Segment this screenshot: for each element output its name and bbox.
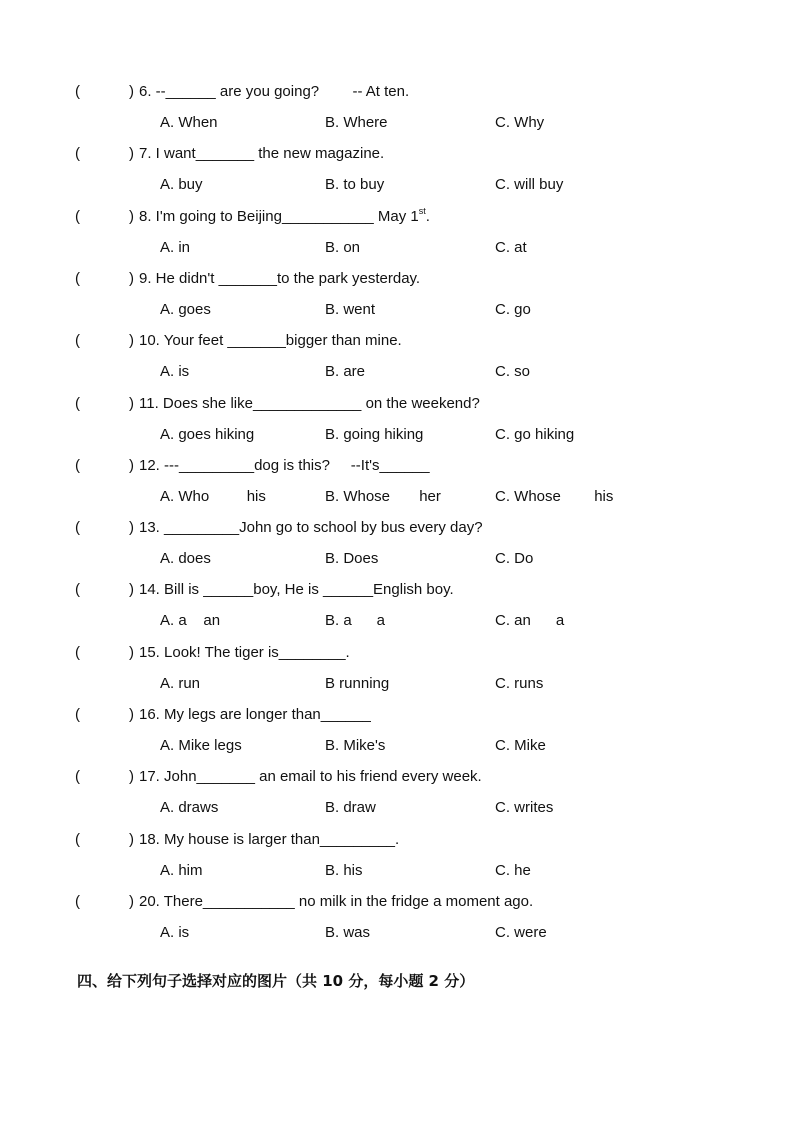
question-stem: 6. --______ are you going? -- At ten. <box>139 83 410 100</box>
question-tail: . <box>425 208 430 225</box>
option-b: B. Does <box>325 550 379 567</box>
answer-paren-open: ( <box>75 644 80 661</box>
question-text <box>139 579 454 601</box>
option-c: C. go hiking <box>495 426 575 443</box>
question-stem: 10. Your feet _______bigger than mine. <box>139 332 402 349</box>
question-stem: 12. ---_________dog is this? --It's______ <box>139 457 430 474</box>
option-a: A. goes hiking <box>160 426 255 443</box>
option-c: C. so <box>495 363 531 380</box>
question-text <box>139 829 399 851</box>
question-text <box>139 704 371 726</box>
option-a: A. a an <box>160 612 221 629</box>
option-a: A. him <box>160 862 203 879</box>
answer-paren-open: ( <box>75 332 80 349</box>
question-text <box>139 642 350 664</box>
question-text <box>139 766 482 788</box>
question-stem: 15. Look! The tiger is________. <box>139 644 350 661</box>
question-stem: 14. Bill is ______boy, He is ______English boy. <box>139 581 454 598</box>
option-c: C. will buy <box>495 176 564 193</box>
option-c: C. runs <box>495 675 544 692</box>
answer-paren-close: ) <box>129 457 134 474</box>
question-stem: 18. My house is larger than_________. <box>139 831 400 848</box>
question-stem: 7. I want_______ the new magazine. <box>139 145 385 162</box>
answer-paren-open: ( <box>75 831 80 848</box>
option-c: C. go <box>495 301 531 318</box>
option-b: B. a a <box>325 612 386 629</box>
answer-paren-open: ( <box>75 768 80 785</box>
answer-paren-open: ( <box>75 893 80 910</box>
answer-paren-close: ) <box>129 893 134 910</box>
question-text <box>139 206 430 228</box>
option-c: C. Whose his <box>495 488 614 505</box>
option-b: B running <box>325 675 390 692</box>
option-a: A. goes <box>160 301 211 318</box>
question-superscript: st <box>418 206 426 216</box>
option-a: A. Who his <box>160 488 266 505</box>
answer-paren-open: ( <box>75 270 80 287</box>
option-a: A. does <box>160 550 211 567</box>
question-text <box>139 330 402 352</box>
option-a: A. Mike legs <box>160 737 242 754</box>
answer-paren-open: ( <box>75 208 80 225</box>
option-b: B. went <box>325 301 376 318</box>
answer-paren-close: ) <box>129 644 134 661</box>
option-c: C. Do <box>495 550 534 567</box>
answer-paren-open: ( <box>75 145 80 162</box>
option-b: B. was <box>325 924 371 941</box>
question-text <box>139 891 533 913</box>
option-a: A. in <box>160 239 191 256</box>
answer-paren-close: ) <box>129 145 134 162</box>
answer-paren-close: ) <box>129 83 134 100</box>
option-b: B. Whose her <box>325 488 441 505</box>
option-c: C. were <box>495 924 547 941</box>
question-text <box>139 517 483 539</box>
question-text <box>139 268 420 290</box>
answer-paren-close: ) <box>129 395 134 412</box>
option-a: A. buy <box>160 176 203 193</box>
answer-paren-close: ) <box>129 332 134 349</box>
answer-paren-open: ( <box>75 457 80 474</box>
question-text <box>139 393 480 415</box>
answer-paren-close: ) <box>129 208 134 225</box>
question-stem: 11. Does she like_____________ on the weekend? <box>139 395 480 412</box>
answer-paren-close: ) <box>129 581 134 598</box>
option-c: C. Mike <box>495 737 546 754</box>
question-stem: 17. John_______ an email to his friend every week. <box>139 768 482 785</box>
option-a: A. is <box>160 363 190 380</box>
option-b: B. on <box>325 239 361 256</box>
question-stem: 13. _________John go to school by bus every day? <box>139 519 483 536</box>
option-b: B. going hiking <box>325 426 424 443</box>
question-text <box>139 455 430 477</box>
section-title: 四、给下列句子选择对应的图片（共 10 分，每小题 2 分） <box>77 972 475 990</box>
answer-paren-close: ) <box>129 519 134 536</box>
option-c: C. Why <box>495 114 545 131</box>
question-text <box>139 81 409 103</box>
answer-paren-open: ( <box>75 83 80 100</box>
option-a: A. is <box>160 924 190 941</box>
option-b: B. Where <box>325 114 388 131</box>
question-stem: 16. My legs are longer than______ <box>139 706 371 723</box>
option-c: C. at <box>495 239 527 256</box>
answer-paren-close: ) <box>129 706 134 723</box>
option-b: B. Mike's <box>325 737 386 754</box>
option-c: C. an a <box>495 612 565 629</box>
option-b: B. to buy <box>325 176 385 193</box>
question-stem: 8. I'm going to Beijing___________ May 1 <box>139 208 419 225</box>
option-c: C. he <box>495 862 531 879</box>
answer-paren-open: ( <box>75 706 80 723</box>
option-b: B. his <box>325 862 363 879</box>
answer-paren-open: ( <box>75 395 80 412</box>
option-a: A. When <box>160 114 218 131</box>
option-b: B. are <box>325 363 366 380</box>
answer-paren-open: ( <box>75 581 80 598</box>
question-stem: 9. He didn't _______to the park yesterday. <box>139 270 421 287</box>
question-text <box>139 143 384 165</box>
option-c: C. writes <box>495 799 554 816</box>
answer-paren-close: ) <box>129 831 134 848</box>
answer-paren-close: ) <box>129 768 134 785</box>
question-stem: 20. There___________ no milk in the fridge a moment ago. <box>139 893 534 910</box>
answer-paren-close: ) <box>129 270 134 287</box>
answer-paren-open: ( <box>75 519 80 536</box>
option-a: A. draws <box>160 799 219 816</box>
option-a: A. run <box>160 675 201 692</box>
option-b: B. draw <box>325 799 376 816</box>
